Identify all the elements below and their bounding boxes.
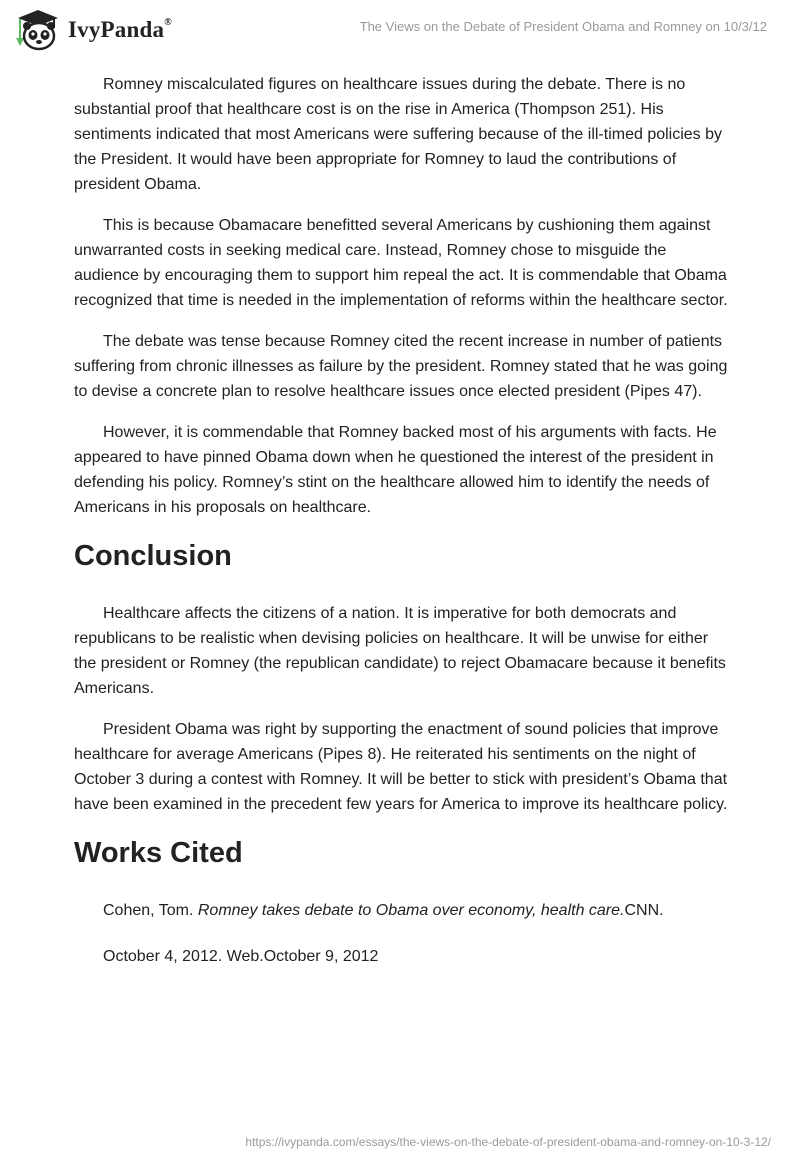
body-paragraph: Romney miscalculated figures on healthcare issues during the debate. There is no substantial proof that healthcare cost is on the rise in America (Thompson 251). His sentiments indicated that most Americans were suffering because of the ill-timed policies by the President. It would have been appropriate for Romney to laud the contributions of president Obama. <box>74 76 723 193</box>
essay-content <box>74 72 734 990</box>
citation-publisher: CNN. <box>624 902 664 919</box>
citation-author: Cohen, Tom. <box>103 902 198 919</box>
document-title: The Views on the Debate of President Obama and Romney on 10/3/12 <box>359 19 767 34</box>
registered-mark: ® <box>164 17 172 29</box>
ivypanda-logo[interactable] <box>14 8 172 52</box>
source-url[interactable]: https://ivypanda.com/essays/the-views-on-the-debate-of-president-obama-and-romney-on-10-3-12/ <box>245 1135 771 1149</box>
works-cited-heading: Works Cited <box>74 837 243 869</box>
panda-graduate-icon <box>14 8 62 52</box>
conclusion-heading: Conclusion <box>74 540 232 572</box>
citation-entry <box>74 898 734 923</box>
conclusion-paragraph: President Obama was right by supporting the enactment of sound policies that improve healthcare for average Americans (Pipes 8). He reiterated his sentiments on the night of October 3 during a contest with Romney. It will be better to stick with president’s Obama that have been examined in the precedent few years for America to improve its healthcare policy. <box>74 721 728 813</box>
page-header <box>0 0 800 66</box>
body-paragraph: This is because Obamacare benefitted several Americans by cushioning them against unwarranted costs in seeking medical care. Instead, Romney chose to misguide the audience by encouraging them to support him repeal the act. It is commendable that Obama recognized that time is needed in the implementation of reforms within the healthcare sector. <box>74 217 728 309</box>
body-paragraph: However, it is commendable that Romney backed most of his arguments with facts. He appeared to have pinned Obama down when he questioned the interest of the president in defending his policy. Romney’s stint on the healthcare allowed him to identify the needs of Americans in his proposals on healthcare. <box>74 424 717 516</box>
citation-title: Romney takes debate to Obama over economy, health care. <box>197 902 625 919</box>
conclusion-paragraph: Healthcare affects the citizens of a nation. It is imperative for both democrats and republicans to be realistic when devising policies on healthcare. It will be unwise for either the president or Romney (the republican candidate) to reject Obamacare because it benefits Americans. <box>74 605 726 697</box>
citation-date: October 4, 2012. Web.October 9, 2012 <box>103 948 379 965</box>
body-paragraph: The debate was tense because Romney cited the recent increase in number of patients suffering from chronic illnesses as failure by the president. Romney stated that he was going to devise a concrete plan to resolve healthcare issues once elected president (Pipes 47). <box>74 333 728 400</box>
brand-name: IvyPanda® <box>68 17 172 42</box>
